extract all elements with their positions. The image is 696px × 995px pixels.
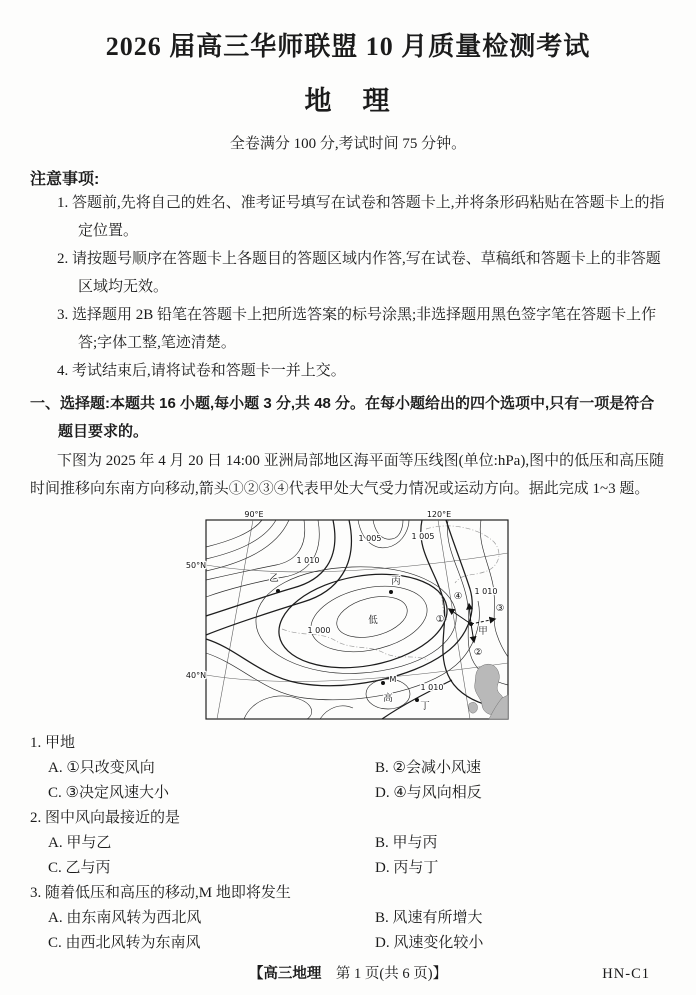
arrow-3-right bbox=[471, 619, 495, 624]
point-jia-label: 甲 bbox=[478, 626, 488, 637]
footer-page-label: 【高三地理 第 1 页(共 6 页)】 bbox=[248, 966, 448, 982]
arrow-1-upleft bbox=[449, 609, 471, 624]
isobar-value: 1 005 bbox=[358, 534, 382, 543]
arrow-4-label: ④ bbox=[453, 591, 463, 602]
high-center-label: 高 bbox=[383, 693, 393, 704]
low-center-label: 低 bbox=[368, 615, 378, 626]
question-3-options-row bbox=[30, 906, 666, 931]
arrow-3-label: ③ bbox=[495, 603, 505, 614]
question-1-options-row bbox=[30, 756, 666, 781]
point-jia-dot bbox=[469, 622, 473, 626]
point-ding-label: 丁 bbox=[420, 701, 430, 712]
option-c: C. ③决定风速大小 bbox=[48, 785, 169, 801]
option-d: D. 风速变化较小 bbox=[375, 935, 484, 951]
point-m-dot bbox=[381, 681, 385, 685]
subject-title: 地 理 bbox=[304, 86, 392, 116]
notice-item: 3. 选择题用 2B 铅笔在答题卡上把所选答案的标号涂黑;非选择题用黑色签字笔在答题卡上作答;字体工整,笔迹清楚。 bbox=[57, 307, 657, 351]
page-title: 2026 届高三华师联盟 10 月质量检测考试 bbox=[105, 32, 591, 61]
question-1-options-row bbox=[30, 781, 666, 806]
question-1-stem: 1. 甲地 bbox=[30, 735, 76, 751]
isobar-value: 1 010 bbox=[474, 587, 498, 596]
page-footer bbox=[0, 962, 696, 983]
question-2-stem: 2. 图中风向最接近的是 bbox=[30, 810, 181, 826]
question-3-options-row bbox=[30, 931, 666, 956]
notice-item: 4. 考试结束后,请将试卷和答题卡一并上交。 bbox=[57, 363, 346, 379]
map-labels bbox=[186, 510, 504, 712]
question-2-options-row bbox=[30, 856, 666, 881]
isobar-map-figure bbox=[186, 507, 530, 727]
point-m-label: M bbox=[389, 675, 397, 684]
question-3-stem: 3. 随着低压和高压的移动,M 地即将发生 bbox=[30, 885, 291, 901]
point-yi-dot bbox=[276, 589, 280, 593]
lon-label-90e: 90°E bbox=[244, 510, 264, 519]
point-bing-label: 丙 bbox=[391, 576, 401, 587]
isobar-value: 1 010 bbox=[420, 683, 444, 692]
point-bing-dot bbox=[389, 590, 393, 594]
lat-label-40n: 40°N bbox=[186, 671, 207, 680]
lat-label-50n: 50°N bbox=[186, 561, 207, 570]
isobar-value: 1 000 bbox=[307, 626, 331, 635]
notice-list bbox=[30, 189, 666, 385]
option-c: C. 乙与丙 bbox=[48, 860, 111, 876]
option-a: A. 甲与乙 bbox=[48, 835, 112, 851]
section-heading: 一、选择题:本题共 16 小题,每小题 3 分,共 48 分。在每小题给出的四个选项中,只有一项是符合题目要求的。 bbox=[30, 395, 655, 440]
question-group-intro: 下图为 2025 年 4 月 20 日 14:00 亚洲局部地区海平面等压线图(单位:hPa),图中的低压和高压随时间推移向东南方向移动,箭头①②③④代表甲处大气受力情况或运动方向。据此完成 1~3 题。 bbox=[30, 453, 665, 497]
option-c: C. 由西北风转为东南风 bbox=[48, 935, 201, 951]
lon-label-120e: 120°E bbox=[426, 510, 452, 519]
map-border bbox=[206, 520, 508, 719]
footer-paper-code: HN-C1 bbox=[602, 966, 650, 982]
option-a: A. 由东南风转为西北风 bbox=[48, 910, 202, 926]
option-d: D. 丙与丁 bbox=[375, 860, 439, 876]
isobar-value: 1 010 bbox=[296, 556, 320, 565]
option-b: B. ②会减小风速 bbox=[375, 760, 481, 776]
notice-item: 2. 请按题号顺序在答题卡上各题目的答题区域内作答,写在试卷、草稿纸和答题卡上的非答题区域均无效。 bbox=[57, 251, 661, 295]
isobar-value: 1 005 bbox=[411, 532, 435, 541]
isobar-lines bbox=[206, 520, 508, 719]
option-b: B. 甲与丙 bbox=[375, 835, 438, 851]
notice-heading: 注意事项: bbox=[30, 171, 100, 188]
option-b: B. 风速有所增大 bbox=[375, 910, 483, 926]
point-yi-label: 乙 bbox=[269, 573, 279, 584]
landmass bbox=[469, 664, 508, 719]
option-d: D. ④与风向相反 bbox=[375, 785, 482, 801]
arrow-2-label: ② bbox=[473, 647, 483, 658]
isobar-map bbox=[186, 507, 530, 727]
question-2-options-row bbox=[30, 831, 666, 856]
option-a: A. ①只改变风向 bbox=[48, 760, 155, 776]
question-block bbox=[30, 731, 666, 956]
graticule bbox=[206, 520, 508, 719]
arrow-2-down bbox=[471, 624, 474, 642]
point-ding-dot bbox=[415, 698, 419, 702]
arrow-1-label: ① bbox=[435, 614, 445, 625]
exam-meta: 全卷满分 100 分,考试时间 75 分钟。 bbox=[229, 136, 467, 152]
notice-item: 1. 答题前,先将自己的姓名、准考证号填写在试卷和答题卡上,并将条形码粘贴在答题卡上的指定位置。 bbox=[57, 195, 665, 239]
